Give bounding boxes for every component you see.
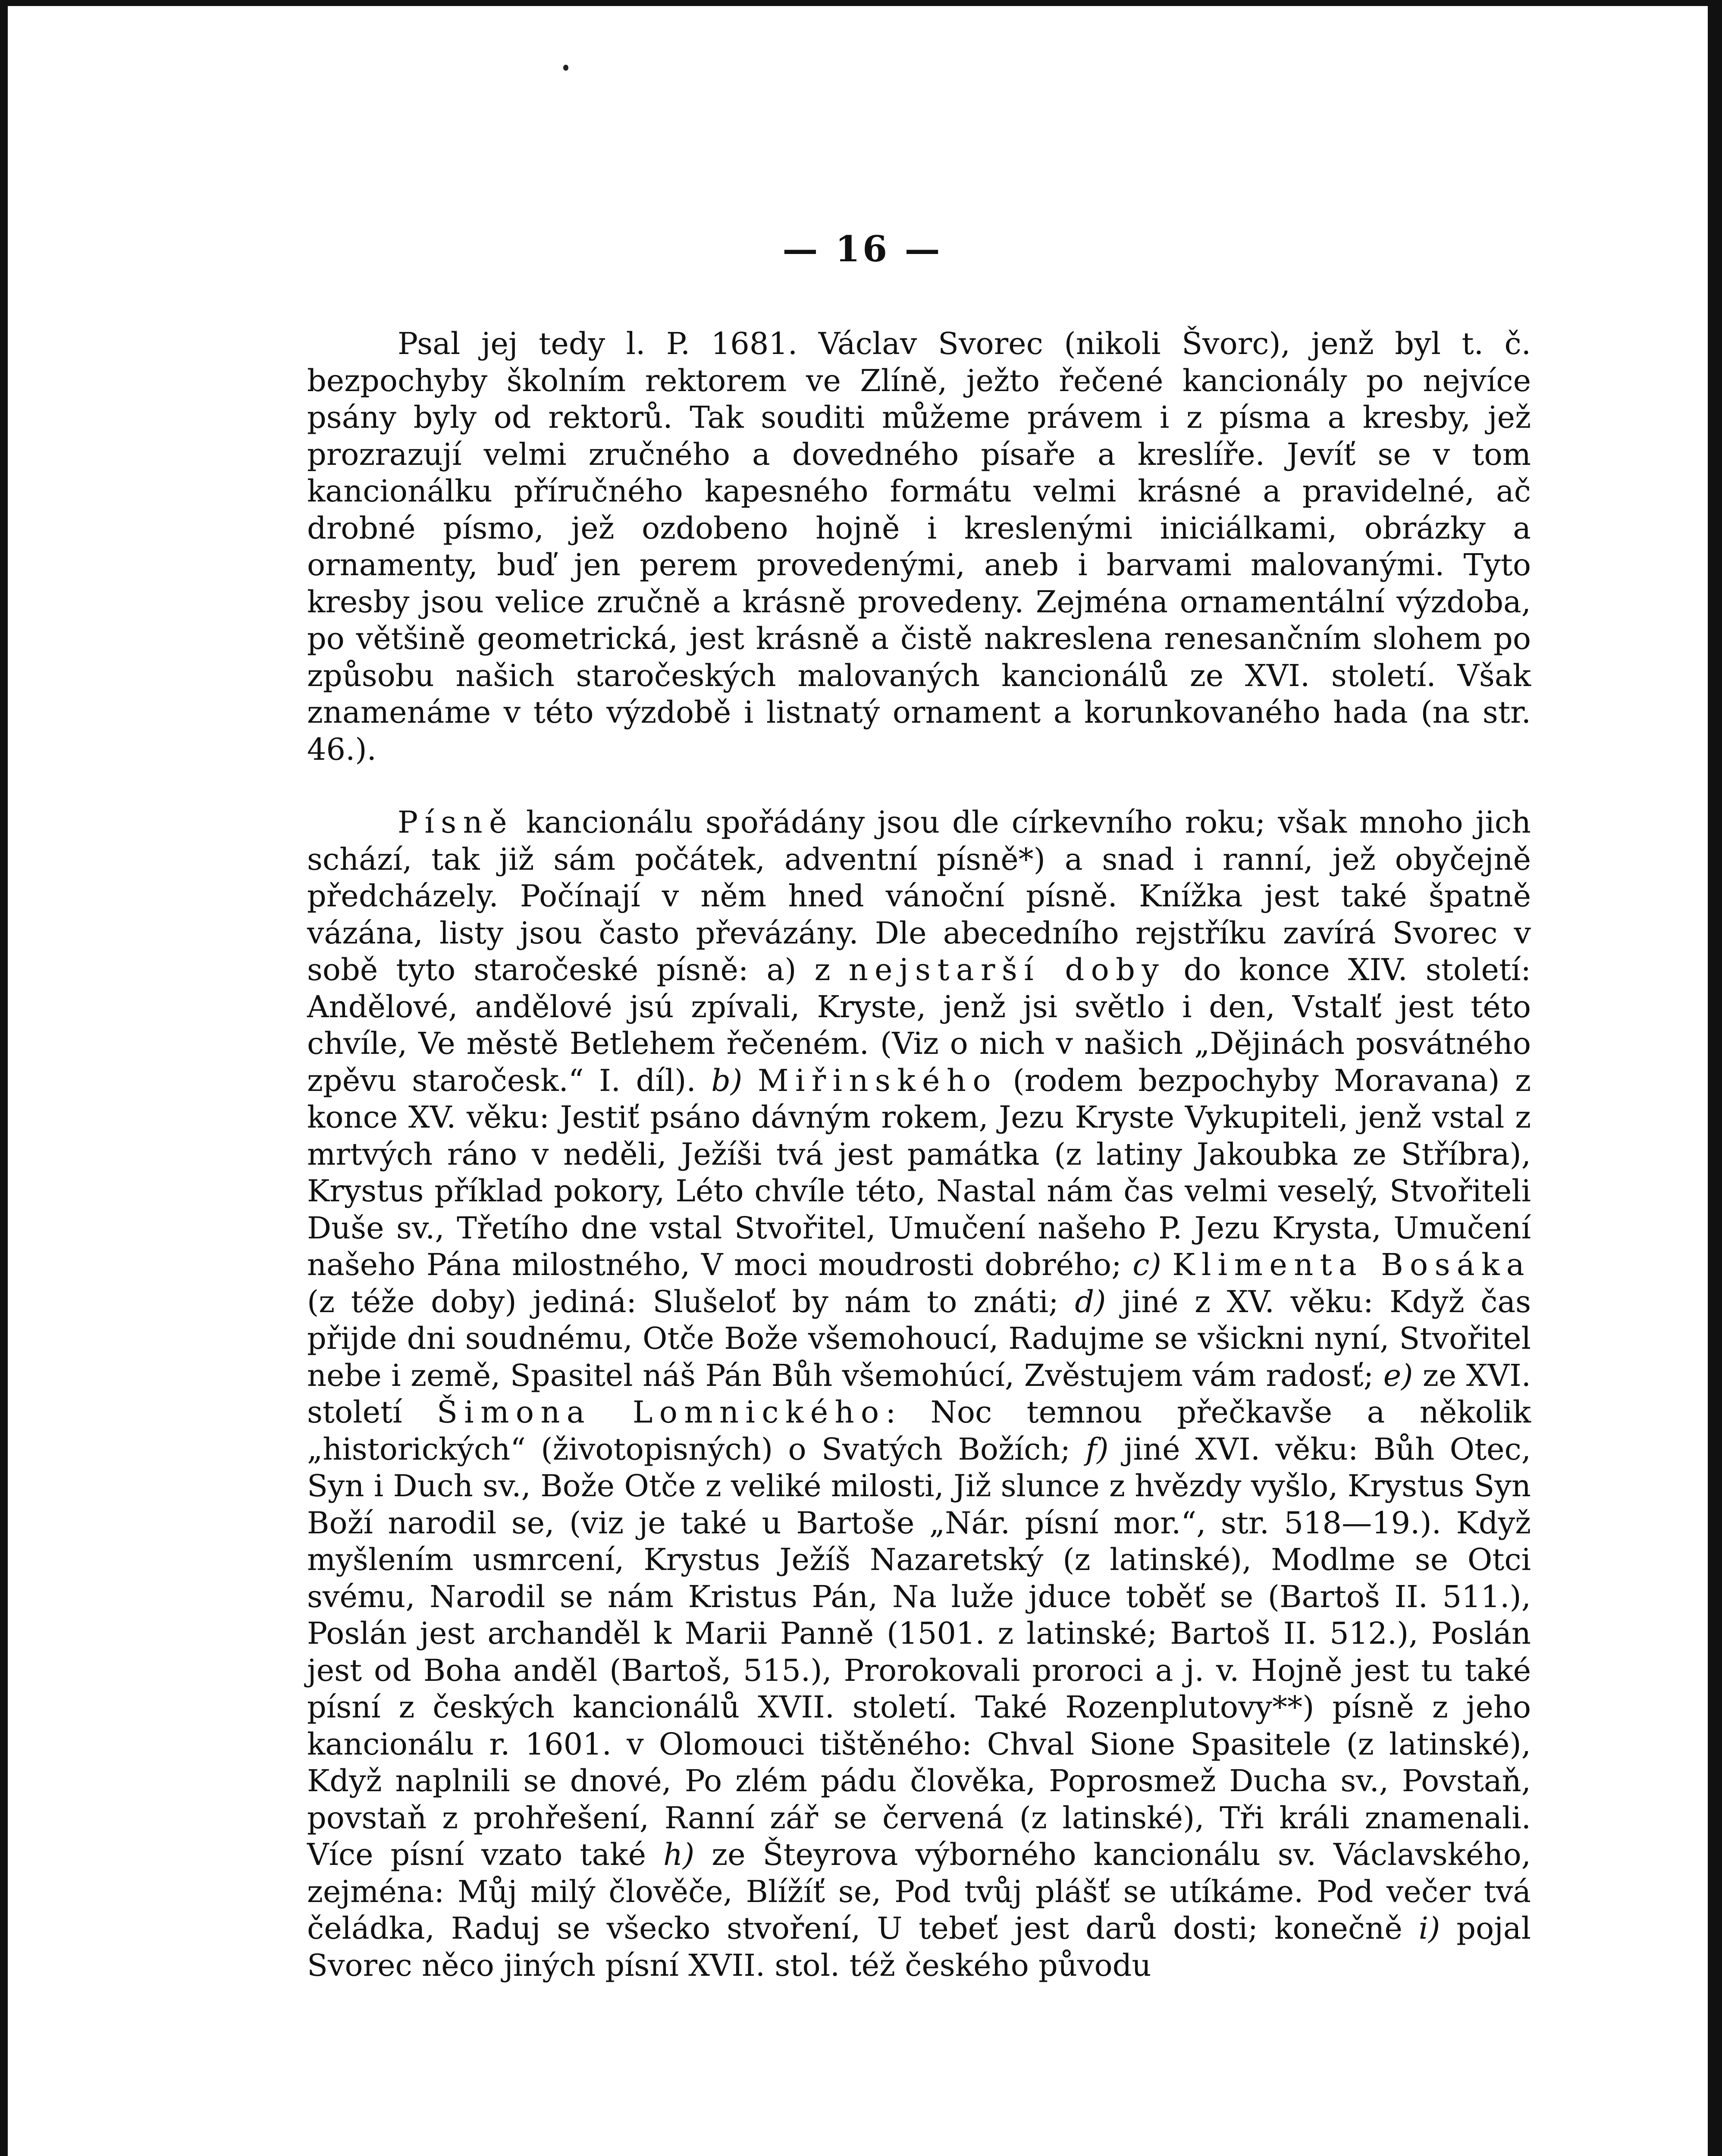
paragraph-1 — [307, 326, 1531, 768]
text-run: kancionálu spořádány jsou dle církevního roku; však mnoho jich schází, tak již sám počátek, adventní písně*) a snad i ranní, jež obyčejně předcházely. Počínají v něm hned vánoční písně. Knížka jest také špatně vázána, listy jsou často převázány. Dle abecedního rejstříku zavírá Svorec v sobě tyto staročeské písně: a) z — [307, 805, 1531, 987]
spaced-name: Klimenta Bosáka — [1172, 1247, 1531, 1282]
list-marker: e) — [1383, 1357, 1413, 1393]
scan-border-right — [1708, 0, 1722, 2156]
paragraph-2 — [307, 804, 1531, 1984]
text-run: (z téže doby) jediná: Slušeloť by nám to znáti; — [307, 1284, 1075, 1319]
page-number: — 16 — — [782, 229, 943, 270]
paragraph-2-text — [307, 804, 1531, 1984]
spaced-name: Šimona Lomnického — [436, 1395, 886, 1430]
list-marker: d) — [1075, 1284, 1106, 1319]
text-run: (rodem bezpochyby Moravana) z konce XV. věku: Jestiť psáno dávným rokem, Jezu Kryste Vykupiteli, jenž vstal z mrtvých ráno v neděli, Ježíši tvá jest památka (z latiny Jakoubka ze Stříbra), Krystus příklad pokory, Léto chvíle této, Nastal nám čas velmi veselý, Stvořiteli Duše sv., Třetího dne vstal Stvořitel, Umučení našeho P. Jezu Krysta, Umučení našeho Pána milostného, V moci moudrosti dobrého; — [307, 1062, 1531, 1282]
list-marker: f) — [1085, 1431, 1109, 1467]
text-run — [742, 1063, 758, 1098]
text-run: pojal Svorec něco jiných písní XVII. stol. též českého původu — [307, 1911, 1531, 1983]
list-marker: b) — [711, 1062, 743, 1098]
text-run: jiné z XV. věku: Když čas přijde dni soudnému, Otče Bože všemohoucí, Radujme se všickni nyní, Stvořitel nebe i země, Spasitel náš Pán Bůh všemohúcí, Zvěstujem vám radosť; — [307, 1284, 1531, 1393]
text-run: ze Šteyrova výborného kancionálu sv. Václavského, zejména: Můj milý člověče, Blížíť se, Pod tvůj plášť se utíkáme. Pod večer tvá čeládka, Raduj se všecko stvoření, U tebeť jest darů dosti; konečně — [307, 1837, 1531, 1946]
scan-border-left — [0, 0, 8, 2156]
list-marker: h) — [663, 1837, 695, 1872]
text-run: jiné XVI. věku: Bůh Otec, Syn i Duch sv., Bože Otče z veliké milosti, Již slunce z hvězdy vyšlo, Krystus Syn Boží narodil se, (viz je také u Bartoše „Nár. písní mor.“, str. 518—19.). Když myšlením usmrcení, Krystus Ježíš Nazaretský (z latinské), Modlme se Otci svému, Narodil se nám Kristus Pán, Na luže jduce toběť se (Bartoš II. 511.), Poslán jest archanděl k Marii Panně (1501. z latinské; Bartoš II. 512.), Poslán jest od Boha anděl (Bartoš, 515.), Prorokovali proroci a j. v. Hojně jest tu také písní z českých kancionálů XVII. století. Také Rozenplutovy**) písně z jeho kancionálu r. 1601. v Olomouci tištěného: Chval Sione Spasitele (z latinské), Když naplnili se dnové, Po zlém pádu člověka, Poprosmež Ducha sv., Povstaň, povstaň z prohřešení, Ranní zář se červená (z latinské), Tři králi znamenali. Více písní vzato také — [307, 1431, 1531, 1872]
text-run — [1161, 1247, 1173, 1282]
spaced-name: Miřinského — [757, 1062, 997, 1098]
text-run: do konce XIV. století: Andělové, andělové jsú zpívali, Kryste, jenž jsi světlo i den, Vstalť jest této chvíle, Ve městě Betlehem řečeném. (Viz o nich v našich „Dějinách posvátného zpěvu staročesk.“ I. díl). — [307, 952, 1531, 1098]
scan-speck — [563, 65, 568, 71]
spaced-phrase: nejstarší doby — [848, 952, 1166, 987]
spaced-word: Písně — [398, 805, 514, 840]
text-run: ze XVI. století — [307, 1357, 1531, 1430]
paragraph-1-text: Psal jej tedy l. P. 1681. Václav Svorec (nikoli Švorc), jenž byl t. č. bezpochyby školním rektorem ve Zlíně, ježto řečené kancionály po nejvíce psány byly od rektorů. Tak souditi můžeme právem i z písma a kresby, jež prozrazují velmi zručného a dovedného písaře a kreslíře. Jevíť se v tom kancionálku příručného kapesného formátu velmi krásné a pravidelné, ač drobné písmo, jež ozdobeno hojně i kreslenými iniciálkami, obrázky a ornamenty, buď jen perem provedenými, aneb i barvami malovanými. Tyto kresby jsou velice zručně a krásně provedeny. Zejména ornamentální výzdoba, po většině geometrická, jest krásně a čistě nakreslena renesančním slohem po způsobu našich staročeských malovaných kancionálů ze XVI. století. Však znamenáme v této výzdobě i listnatý ornament a korunkovaného hada (na str. 46.). — [307, 326, 1531, 767]
list-marker: i) — [1418, 1911, 1440, 1946]
list-marker: c) — [1132, 1247, 1161, 1282]
scan-border-top — [0, 0, 1722, 6]
text-run: : Noc temnou přečkavše a několik „historických“ (životopisných) o Svatých Božích; — [307, 1395, 1531, 1467]
